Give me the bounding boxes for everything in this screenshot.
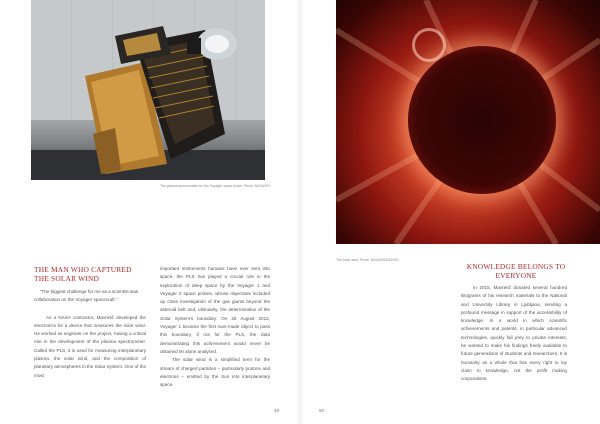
left-column-2-paragraph-1: important instruments humans have ever sent into space, the PLS has played a crucial role in the exploration of deep space by the Voyager 1 and Voyager 2 space probes, whose objectives included up close investigation of the gas giants beyond the asteroid belt and, ultimately, the determination of the Solar System's boundary. On 25 August 2012, Voyager 1 became the first man-made object to pass this boundary, if not for the PLS, the data demonstrating this achievement would never be obtained let alone analysed. — [160, 266, 270, 354]
left-column-2-paragraph-2: The solar wind is a simplified term for the stream of charged particles – particularly protons and electrons – emitted by the Sun into interplanetary space. — [160, 357, 270, 388]
right-column-body: In 2015, Mavretič donated several hundred kilograms of his research materials to the National and University Library in Ljubljana, sending a profound message in support of the accessibility of knowledge. In a world in which scientific achievements and patents, in particular advanced technologies, quickly fall prey to private interests, he wanted to make his findings freely available to future generations of students and researchers. It is humanity as a whole that has every right to lay claim to knowledge, not the profit making corporations. — [461, 285, 567, 382]
solar-wind-photo — [336, 0, 600, 244]
sun-disc — [408, 46, 556, 194]
pull-quote: “The biggest challenge for me as a scientist was collaboration on the Voyager spacecraft.” — [34, 289, 139, 303]
left-column-1-body: As a NASA contractor, Mavretič developed the electronics for a device that measures the solar wind. He worked as engineer on the project, having a critical role in the development of the plasma spectrometer. Called the PLS, it is used for measuring interplanetary plasma, the solar wind, and the composition of planetary atmospheres in the Solar System. One of the most — [34, 314, 146, 378]
left-page-heading: THE MAN WHO CAPTURED THE SOLAR WIND — [34, 265, 132, 283]
left-photo-caption: The plasma spectrometer for the Voyager space probe. Photo: NASA/JPL — [160, 184, 271, 188]
book-gutter — [296, 0, 304, 424]
right-column — [461, 284, 567, 384]
spectrometer-instrument — [75, 24, 245, 174]
left-column-2 — [160, 265, 270, 389]
right-page-heading: KNOWLEDGE BELONGS TO EVERYONE — [466, 262, 566, 280]
page-number-right: 50 — [319, 408, 325, 413]
right-photo-caption: The solar wind. Photo: NASA/ESA/SOHO — [336, 258, 399, 262]
coronal-loop — [412, 28, 446, 62]
left-column-1 — [34, 288, 146, 380]
page-number-left: 49 — [274, 408, 280, 413]
plasma-spectrometer-photo — [31, 0, 265, 180]
